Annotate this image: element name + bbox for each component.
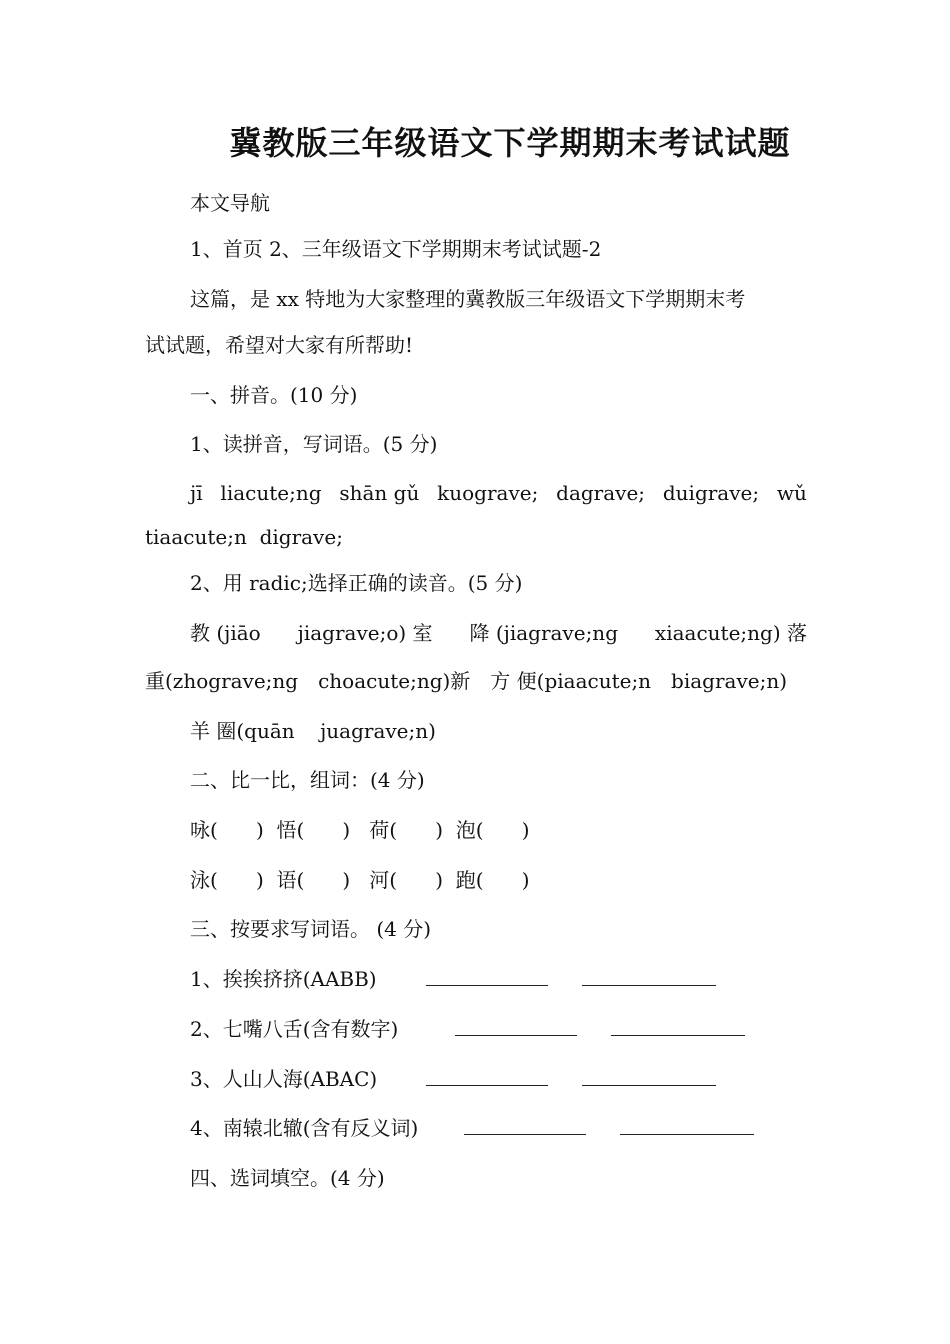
pinyin-item: dagrave; bbox=[556, 481, 646, 505]
intro-line-1: 这篇，是 xx 特地为大家整理的冀教版三年级语文下学期期末考 bbox=[190, 287, 746, 311]
reading-line-3: 羊 圈(quān juagrave;n) bbox=[190, 719, 436, 743]
section2-heading: 二、比一比，组词：(4 分) bbox=[190, 768, 425, 792]
document-title: 冀教版三年级语文下学期期末考试试题 bbox=[229, 124, 791, 162]
reading-item: 方 便(piaacute;n bbox=[490, 669, 652, 693]
nav-links: 1、首页 2、三年级语文下学期期末考试试题-2 bbox=[190, 237, 602, 261]
pinyin-item: kuograve; bbox=[437, 481, 539, 505]
reading-item: choacute;ng)新 bbox=[318, 669, 471, 693]
section3-heading: 三、按要求写词语。 (4 分) bbox=[190, 917, 432, 941]
pinyin-item: shān gǔ bbox=[339, 481, 420, 505]
reading-item: jiagrave;o) 室 bbox=[297, 621, 433, 645]
pinyin-line-2: tiaacute;n digrave; bbox=[145, 525, 343, 549]
pinyin-item: duigrave; bbox=[662, 481, 760, 505]
answer-blank[interactable] bbox=[464, 1116, 586, 1135]
reading-item: biagrave;n) bbox=[671, 669, 787, 693]
word-item-label: 4、南辕北辙(含有反义词) bbox=[190, 1116, 419, 1140]
answer-blank[interactable] bbox=[582, 1067, 716, 1086]
answer-blank[interactable] bbox=[582, 967, 716, 986]
word-item-label: 1、挨挨挤挤(AABB) bbox=[190, 967, 377, 991]
answer-blank[interactable] bbox=[426, 1067, 548, 1086]
word-item-label: 2、七嘴八舌(含有数字) bbox=[190, 1017, 399, 1041]
answer-blank[interactable] bbox=[455, 1017, 577, 1036]
reading-line-1 bbox=[190, 619, 807, 647]
intro-line-2: 试试题，希望对大家有所帮助! bbox=[145, 333, 414, 357]
reading-line-2 bbox=[145, 667, 787, 695]
answer-blank[interactable] bbox=[611, 1017, 745, 1036]
compare-row-2: 泳( ) 语( ) 河( ) 跑( ) bbox=[190, 868, 530, 892]
nav-heading: 本文导航 bbox=[190, 191, 270, 215]
pinyin-item: wǔ bbox=[776, 481, 807, 505]
reading-item: 教 (jiāo bbox=[190, 621, 261, 645]
pinyin-item: liacute;ng bbox=[220, 481, 322, 505]
section4-heading: 四、选词填空。(4 分) bbox=[190, 1166, 385, 1190]
section1-q2: 2、用 radic;选择正确的读音。(5 分) bbox=[190, 571, 523, 595]
pinyin-line-1 bbox=[190, 479, 807, 507]
word-item-label: 3、人山人海(ABAC) bbox=[190, 1067, 378, 1091]
section1-heading: 一、拼音。(10 分) bbox=[190, 383, 358, 407]
answer-blank[interactable] bbox=[426, 967, 548, 986]
reading-item: 重(zhograve;ng bbox=[145, 669, 299, 693]
word-item-4 bbox=[190, 1114, 754, 1142]
word-item-3 bbox=[190, 1065, 716, 1093]
reading-item: 降 (jiagrave;ng bbox=[469, 621, 618, 645]
pinyin-item: jī bbox=[190, 481, 203, 505]
word-item-1 bbox=[190, 965, 716, 993]
compare-row-1: 咏( ) 悟( ) 荷( ) 泡( ) bbox=[190, 818, 530, 842]
section1-q1: 1、读拼音，写词语。(5 分) bbox=[190, 432, 438, 456]
reading-item: xiaacute;ng) 落 bbox=[654, 621, 807, 645]
answer-blank[interactable] bbox=[620, 1116, 754, 1135]
word-item-2 bbox=[190, 1015, 745, 1043]
